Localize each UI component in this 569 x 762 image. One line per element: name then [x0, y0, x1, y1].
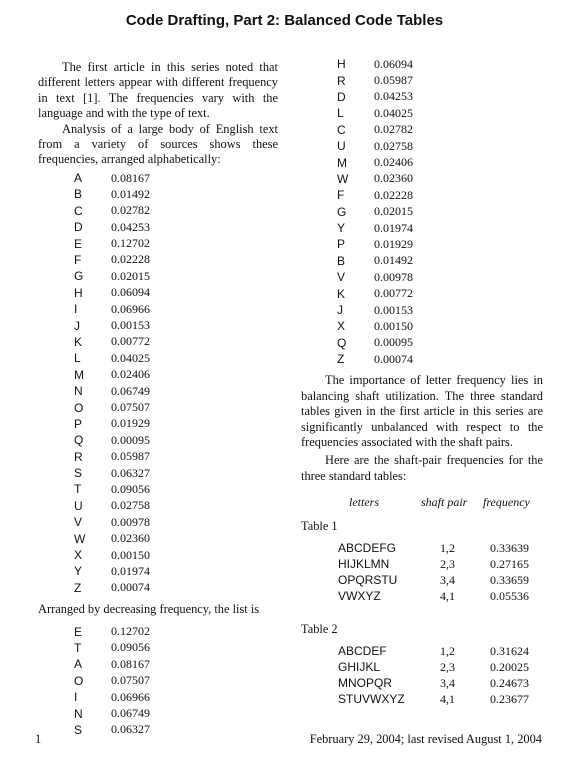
frequency-row: [337, 302, 413, 318]
frequency-row: [74, 580, 150, 596]
frequency-row: [337, 72, 413, 88]
letter-cell: V: [337, 270, 346, 285]
letter-cell: B: [337, 253, 346, 268]
frequency-cell: 0.01974: [374, 220, 413, 235]
frequency-cell: 0.02758: [374, 138, 413, 153]
frequency-cell: 0.06327: [111, 465, 150, 480]
letter-cell: A: [74, 657, 83, 672]
letter-cell: V: [74, 515, 83, 530]
frequency-row: [74, 623, 150, 639]
frequency-row: [74, 367, 150, 383]
frequency-cell: 0.00153: [374, 302, 413, 317]
frequency-cell: 0.08167: [111, 170, 150, 185]
letter-cell: Y: [337, 221, 346, 236]
frequency-cell: 0.00772: [111, 334, 150, 349]
shaft-frequency-cell: 0.20025: [490, 659, 529, 674]
letter-cell: Q: [337, 335, 347, 350]
frequency-cell: 0.00095: [111, 432, 150, 447]
letter-cell: J: [337, 303, 343, 318]
frequency-cell: 0.02228: [111, 252, 150, 267]
frequency-row: [74, 465, 150, 481]
letter-cell: R: [74, 449, 83, 464]
importance-paragraph: The importance of letter frequency lies in balancing shaft utilization. The three standard tables given in the first article in this series are significantly unbalanced with respect to the frequencies associated with the shaft pairs.: [301, 373, 543, 450]
shaft-row: [338, 643, 529, 659]
frequency-row: [337, 285, 413, 301]
frequency-row: [74, 203, 150, 219]
letter-cell: L: [74, 351, 81, 366]
analysis-paragraph: Analysis of a large body of English text from a variety of sources shows these frequencies, arranged alphabetically:: [38, 121, 278, 167]
letter-cell: Q: [74, 433, 84, 448]
letter-cell: D: [74, 220, 83, 235]
frequency-row: [337, 236, 413, 252]
letter-cell: M: [74, 367, 84, 382]
shaft-pair-cell: 4,1: [440, 588, 455, 603]
frequency-row: [337, 171, 413, 187]
shaft-pair-cell: 4,1: [440, 691, 455, 706]
frequency-cell: 0.01929: [374, 236, 413, 251]
shaft-frequency-cell: 0.23677: [490, 691, 529, 706]
frequency-cell: 0.02015: [111, 268, 150, 283]
frequency-row: [74, 285, 150, 301]
shaft-frequency-cell: 0.27165: [490, 556, 529, 571]
letter-cell: K: [337, 286, 346, 301]
shaft-pair-cell: 3,4: [440, 675, 455, 690]
frequency-row: [337, 89, 413, 105]
frequency-cell: 0.08167: [111, 656, 150, 671]
frequency-row: [337, 220, 413, 236]
header-shaft-pair: shaft pair: [421, 495, 468, 510]
frequency-row: [74, 334, 150, 350]
letter-cell: T: [74, 640, 82, 655]
frequency-row: [337, 318, 413, 334]
frequency-row: [74, 514, 150, 530]
frequency-cell: 0.00095: [374, 335, 413, 350]
letter-cell: L: [337, 106, 344, 121]
frequency-row: [74, 186, 150, 202]
frequency-cell: 0.00772: [374, 286, 413, 301]
letter-cell: I: [74, 302, 78, 317]
frequency-row: [337, 122, 413, 138]
letter-cell: H: [74, 285, 83, 300]
letter-cell: C: [74, 203, 83, 218]
intro-paragraph: The first article in this series noted that different letters appear with different frequency in text [1]. The frequencies vary with the language and with the type of text.: [38, 60, 278, 121]
letters-cell: GHIJKL: [338, 660, 381, 675]
frequency-row: [74, 640, 150, 656]
frequency-cell: 0.05987: [111, 449, 150, 464]
letter-cell: P: [337, 237, 346, 252]
letter-cell: H: [337, 57, 346, 72]
frequency-row: [74, 317, 150, 333]
letter-cell: X: [337, 319, 346, 334]
shaft-pair-cell: 2,3: [440, 556, 455, 571]
frequency-row: [74, 722, 150, 738]
frequency-row: [74, 383, 150, 399]
letter-cell: K: [74, 334, 83, 349]
frequency-row: [74, 350, 150, 366]
frequency-cell: 0.00150: [111, 547, 150, 562]
frequency-row: [337, 56, 413, 72]
shaft-frequency-cell: 0.05536: [490, 588, 529, 603]
letter-cell: E: [74, 236, 83, 251]
frequency-cell: 0.01929: [111, 416, 150, 431]
alphabetical-frequency-table: [74, 170, 150, 596]
left-column: [38, 60, 278, 738]
letter-cell: A: [74, 171, 83, 186]
frequency-cell: 0.00153: [111, 318, 150, 333]
frequency-row: [74, 689, 150, 705]
shaft-frequency-cell: 0.33639: [490, 540, 529, 555]
frequency-row: [74, 448, 150, 464]
shaft-pair-cell: 2,3: [440, 659, 455, 674]
frequency-row: [337, 269, 413, 285]
frequency-cell: 0.05987: [374, 73, 413, 88]
frequency-cell: 0.07507: [111, 400, 150, 414]
descending-frequency-table-part2: [337, 56, 413, 367]
frequency-cell: 0.01974: [111, 563, 150, 578]
page-number: 1: [35, 732, 42, 746]
letter-cell: G: [74, 269, 84, 284]
frequency-cell: 0.06749: [111, 706, 150, 721]
letter-cell: Z: [74, 580, 82, 595]
letter-cell: M: [337, 155, 347, 170]
frequency-cell: 0.04253: [374, 89, 413, 104]
letter-cell: U: [74, 498, 83, 513]
shaft-pair-cell: 3,4: [440, 572, 455, 587]
shaft-frequency-cell: 0.24673: [490, 675, 529, 690]
shaft-pair-cell: 1,2: [440, 643, 455, 658]
shaft-table-header: [301, 495, 543, 511]
letter-cell: X: [74, 548, 83, 563]
letters-cell: OPQRSTU: [338, 573, 398, 588]
letter-cell: F: [74, 252, 82, 267]
frequency-row: [74, 530, 150, 546]
frequency-cell: 0.00074: [111, 580, 150, 595]
letter-cell: W: [337, 171, 349, 186]
frequency-cell: 0.06094: [111, 285, 150, 300]
frequency-cell: 0.01492: [374, 253, 413, 268]
letters-cell: MNOPQR: [338, 676, 392, 691]
frequency-row: [74, 547, 150, 563]
table2-label: Table 2: [301, 622, 338, 637]
letter-cell: N: [74, 706, 83, 721]
frequency-cell: 0.02758: [111, 498, 150, 513]
frequency-cell: 0.02015: [374, 204, 413, 219]
frequency-cell: 0.02406: [374, 155, 413, 170]
header-letters: letters: [349, 495, 379, 510]
shaft-row: [338, 659, 529, 675]
letter-cell: I: [74, 690, 78, 705]
frequency-cell: 0.07507: [111, 673, 150, 688]
frequency-row: [74, 563, 150, 579]
header-frequency: frequency: [483, 495, 530, 510]
frequency-row: [337, 105, 413, 121]
frequency-row: [74, 235, 150, 251]
letter-cell: O: [74, 400, 84, 415]
frequency-row: [337, 204, 413, 220]
letter-cell: J: [74, 318, 80, 333]
page-title: Code Drafting, Part 2: Balanced Code Tables: [125, 12, 444, 29]
right-column: [301, 56, 543, 707]
frequency-row: [337, 138, 413, 154]
letter-cell: F: [337, 188, 345, 203]
shaft-pair-intro: Here are the shaft-pair frequencies for the three standard tables:: [301, 453, 543, 483]
frequency-cell: 0.09056: [111, 481, 150, 496]
letter-cell: N: [74, 384, 83, 399]
frequency-cell: 0.06966: [111, 301, 150, 316]
frequency-row: [74, 705, 150, 721]
frequency-row: [337, 335, 413, 351]
shaft-pair-cell: 1,2: [440, 540, 455, 555]
letter-cell: C: [337, 122, 346, 137]
frequency-cell: 0.06966: [111, 689, 150, 704]
letters-cell: HIJKLMN: [338, 557, 390, 572]
letter-cell: S: [74, 722, 83, 737]
shaft-row: [338, 540, 529, 556]
shaft-row: [338, 675, 529, 691]
letter-cell: R: [337, 73, 346, 88]
frequency-row: [337, 253, 413, 269]
frequency-row: [74, 673, 150, 689]
frequency-row: [337, 351, 413, 367]
letter-cell: Y: [74, 564, 83, 579]
frequency-cell: 0.02406: [111, 367, 150, 382]
shaft-frequency-cell: 0.31624: [490, 643, 529, 658]
frequency-row: [74, 219, 150, 235]
shaft-row: [338, 556, 529, 572]
frequency-row: [74, 301, 150, 317]
frequency-row: [74, 432, 150, 448]
frequency-cell: 0.00150: [374, 318, 413, 333]
letters-cell: ABCDEF: [338, 644, 387, 659]
frequency-cell: 0.04025: [111, 350, 150, 365]
frequency-cell: 0.00074: [374, 351, 413, 366]
frequency-cell: 0.02360: [111, 531, 150, 546]
frequency-row: [337, 154, 413, 170]
arranged-text: Arranged by decreasing frequency, the list is: [38, 602, 260, 616]
letter-cell: E: [74, 624, 83, 639]
descending-frequency-table-part1: [74, 623, 150, 738]
frequency-cell: 0.12702: [111, 236, 150, 251]
frequency-cell: 0.02782: [374, 122, 413, 137]
footer-date: February 29, 2004; last revised August 1, 2004: [309, 732, 542, 746]
frequency-cell: 0.02360: [374, 171, 413, 186]
frequency-row: [74, 498, 150, 514]
frequency-row: [74, 416, 150, 432]
table1-label: Table 1: [301, 519, 338, 534]
letter-cell: B: [74, 187, 83, 202]
letter-cell: S: [74, 466, 83, 481]
frequency-row: [74, 170, 150, 186]
shaft-row: [338, 691, 529, 707]
frequency-cell: 0.12702: [111, 624, 150, 639]
frequency-cell: 0.02228: [374, 187, 413, 202]
frequency-row: [74, 399, 150, 415]
frequency-row: [337, 187, 413, 203]
frequency-row: [74, 268, 150, 284]
frequency-row: [74, 656, 150, 672]
letters-cell: STUVWXYZ: [338, 692, 405, 707]
frequency-cell: 0.02782: [111, 203, 150, 218]
letters-cell: VWXYZ: [338, 589, 381, 604]
frequency-cell: 0.00978: [374, 269, 413, 284]
shaft-frequency-cell: 0.33659: [490, 572, 529, 587]
frequency-cell: 0.09056: [111, 640, 150, 655]
frequency-cell: 0.00978: [111, 514, 150, 529]
letter-cell: Z: [337, 352, 345, 367]
frequency-cell: 0.04025: [374, 105, 413, 120]
letter-cell: W: [74, 531, 86, 546]
frequency-cell: 0.06327: [111, 722, 150, 737]
letter-cell: P: [74, 416, 83, 431]
letter-cell: T: [74, 482, 82, 497]
frequency-cell: 0.06094: [374, 56, 413, 71]
letter-cell: G: [337, 204, 347, 219]
letter-cell: D: [337, 89, 346, 104]
frequency-row: [74, 481, 150, 497]
letter-cell: U: [337, 139, 346, 154]
frequency-cell: 0.01492: [111, 186, 150, 201]
shaft-row: [338, 588, 529, 604]
table1-shaft-frequencies: [338, 540, 529, 604]
frequency-cell: 0.04253: [111, 219, 150, 234]
letter-cell: O: [74, 673, 84, 688]
shaft-row: [338, 572, 529, 588]
frequency-cell: 0.06749: [111, 383, 150, 398]
frequency-row: [74, 252, 150, 268]
letters-cell: ABCDEFG: [338, 541, 397, 556]
table2-shaft-frequencies: [338, 643, 529, 707]
